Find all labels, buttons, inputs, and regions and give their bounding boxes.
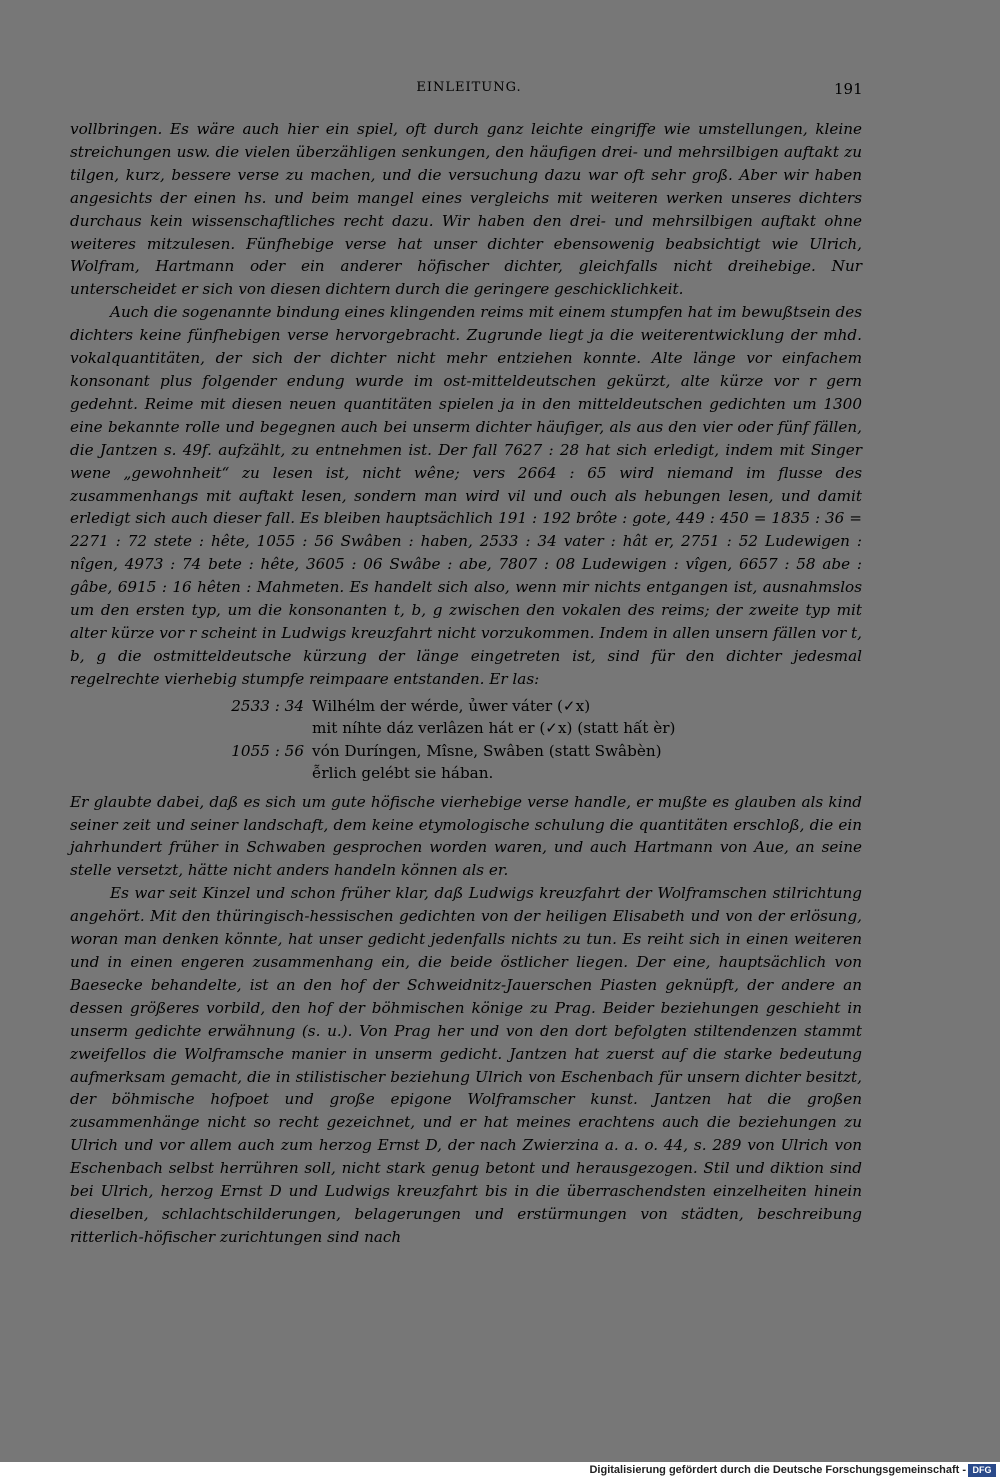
paragraph-3: Er glaubte dabei, daß es sich um gute höfische vierhebige verse handle, er mußte es glauben als kind seiner zeit und seiner landschaft, dem keine etymologische schulung die quantitäten erschloß, die ein jahrhundert früher in Schwaben gesprochen worden waren, und auch Hartmann von Aue, an seine stelle versetzt, hätte nicht anders handeln können als er.: [70, 792, 862, 880]
verse-line: [220, 740, 862, 763]
running-title: EINLEITUNG.: [416, 80, 522, 95]
verse-text: mit níhte dáz verlâzen hát er (✓x) (statt hất èr): [312, 719, 676, 738]
body-text: [70, 118, 862, 1249]
paragraph-2: Auch die sogenannte bindung eines klingenden reims mit einem stumpfen hat im bewußtsein des dichters keine fünfhebigen verse hervorgebracht. Zugrunde liegt ja die weiterentwicklung der mhd. vokalquantitäten, der sich der dichter nicht mehr entziehen konnte. Alte länge vor einfachem konsonant plus folgender endung wurde im ost-mitteldeutschen gekürzt, alte kürze vor r gern gedehnt. Reime mit diesen neuen quantitäten spielen ja in den mitteldeutschen gedichten um 1300 eine bekannte rolle und begegnen auch bei unserm dichter häufiger, als aus den vier oder fünf fällen, die Jantzen s. 49f. aufzählt, zu entnehmen ist. Der fall 7627 : 28 hat sich erledigt, indem mit Singer wene „gewohnheit“ zu lesen ist, nicht wêne; vers 2664 : 65 wird niemand im flusse des zusammenhangs mit auftakt lesen, sondern man wird vil und ouch als hebungen lesen, und damit erledigt sich auch dieser fall. Es bleiben hauptsächlich 191 : 192 brôte : gote, 449 : 450 = 1835 : 36 = 2271 : 72 stete : hête, 1055 : 56 Swâben : haben, 2533 : 34 vater : hât er, 2751 : 52 Ludewigen : nîgen, 4973 : 74 bete : hête, 3605 : 06 Swâbe : abe, 7807 : 08 Ludewigen : vîgen, 6657 : 58 abe : gâbe, 6915 : 16 hêten : Mahmeten. Es handelt sich also, wenn mir nichts entgangen ist, ausnahmslos um den ersten typ, um die konsonanten t, b, g zwischen den vokalen des reims; der zweite typ mit alter kürze vor r scheint in Ludwigs kreuzfahrt nicht vorzukommen. Indem in allen unsern fällen vor t, b, g die ostmitteldeutsche kürzung der länge eingetreten ist, sind für den dichter jedesmal regelrechte vierhebig stumpfe reimpaare entstanden. Er las:: [70, 303, 862, 688]
verse-number: 2533 : 34: [231, 696, 304, 715]
verse-number: [220, 762, 312, 785]
verse-line: [220, 717, 862, 740]
paragraph-4: Es war seit Kinzel und schon früher klar, daß Ludwigs kreuzfahrt der Wolframschen stilrichtung angehört. Mit den thüringisch-hessischen gedichten von der heiligen Elisabeth und von der erlösung, woran man denken könnte, hat unser gedicht jedenfalls nichts zu tun. Es reiht sich in einen weiteren und in einen engeren zusammenhang ein, die beide östlicher liegen. Der eine, hauptsächlich von Baesecke behandelte, ist an den hof der Schweidnitz-Jauerschen Piasten geknüpft, der andere an dessen größeres vorbild, den hof der böhmischen könige zu Prag. Beider beziehungen geschieht in unserm gedichte erwähnung (s. u.). Von Prag her und von den dort befolgten stiltendenzen stammt zweifellos die Wolframsche manier in unserm gedicht. Jantzen hat zuerst auf die starke bedeutung aufmerksam gemacht, die in stilistischer beziehung Ulrich von Eschenbach für unsern dichter besitzt, der böhmische hofpoet und große epigone Wolframscher kunst. Jantzen hat die großen zusammenhänge nicht so recht gezeichnet, und er hat meines erachtens auch die beziehungen zu Ulrich und vor allem auch zum herzog Ernst D, der nach Zwierzina a. a. o. 44, s. 289 von Ulrich von Eschenbach selbst herrühren soll, nicht stark genug betont und herausgezogen. Stil und diktion sind bei Ulrich, herzog Ernst D und Ludwigs kreuzfahrt bis in die überraschendsten einzelheiten hinein dieselben, schlachtschilderungen, belagerungen und erstürmungen von städten, beschreibung ritterlich-höfischer zurichtungen sind nach: [70, 884, 862, 1246]
verse-text: ễrlich gelébt sie hában.: [312, 764, 494, 783]
funding-notice: Digitalisierung gefördert durch die Deutsche Forschungsgemeinschaft -: [589, 1464, 966, 1476]
verse-text: Wilhélm der wérde, ủwer váter (✓x): [312, 696, 591, 715]
verse-number: [220, 717, 312, 740]
verse-line: [220, 695, 862, 718]
dfg-logo: DFG: [968, 1464, 996, 1477]
verse-line: [220, 762, 862, 785]
paragraph-1: vollbringen. Es wäre auch hier ein spiel, oft durch ganz leichte eingriffe wie umstellungen, kleine streichungen usw. die vielen überzähligen senkungen, den häufigen drei- und mehrsilbigen auftakt zu tilgen, kurz, bessere verse zu machen, und die versuchung dazu war oft sehr groß. Aber wir haben angesichts der einen hs. und beim mangel eines vergleichs mit weiteren werken unseres dichters durchaus kein wissenschaftliches recht dazu. Wir haben den drei- und mehrsilbigen auftakt ohne weiteres mitzulesen. Fünfhebige verse hat unser dichter ebensowenig beabsichtigt wie Ulrich, Wolfram, Hartmann oder ein anderer höfischer dichter, gleichfalls nicht dreihebige. Nur unterscheidet er sich von diesen dichtern durch die geringere geschicklichkeit.: [70, 120, 862, 299]
verse-quotation: [220, 695, 862, 785]
page-number: 191: [834, 80, 863, 98]
verse-text: vón Duríngen, Mîsne, Swâben (statt Swâbèn): [312, 741, 662, 760]
page-header: [0, 78, 1000, 100]
verse-number: 1055 : 56: [231, 741, 304, 760]
footer-bar: [0, 1462, 1000, 1480]
